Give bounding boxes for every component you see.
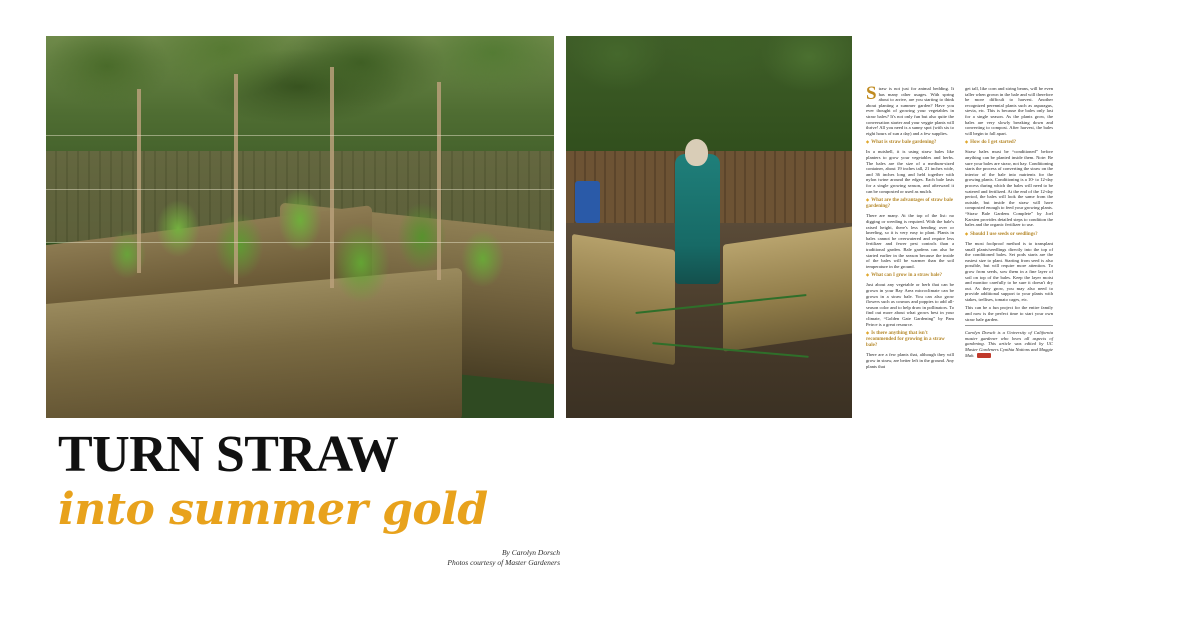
article-subhead: ◆ What is straw bale gardening? — [866, 139, 954, 146]
photo-tree-canopy — [566, 36, 852, 166]
byline-photo-credit: Photos courtesy of Master Gardeners — [447, 558, 560, 567]
article-column-2 — [965, 86, 1053, 372]
photo-straw-bale-garden-beds — [46, 36, 554, 418]
headline-block — [58, 426, 558, 536]
photo-gardener-figure — [675, 154, 721, 284]
headline-line-1: TURN STRAW — [58, 426, 399, 483]
author-bio: Carolyn Dorsch is a University of California master gardener who loves all aspects of gardening. This article was edited by UC Master Gardeners Cynthia Nations and Maggie Mah. — [965, 325, 1053, 358]
photo-trellis-wire — [46, 135, 554, 136]
photo-blue-barrel — [575, 181, 601, 223]
article-paragraph: There are many. At the top of the list: no digging or weeding is required. With the bale's raised height, there's less bending over or kneeling, so it is very easy to plant. Plants in bales cannot be overwatered and require less fertilizer and fewer pest controls than a traditional garden. Bale gardens can also be started earlier in the season because the inside of the bales will be warmer than the soil temperature in the ground. — [866, 213, 954, 269]
article-subhead: ◆ How do I get started? — [965, 139, 1053, 146]
photo-straw-bale-row-right — [723, 225, 852, 351]
drop-cap: S — [866, 83, 877, 104]
byline — [330, 548, 560, 568]
article-paragraph: get tall, like corn and string beans, will be even taller when grown in the bale and will therefore be more difficult to harvest. Another recognized perennial plants such as asparagus, stevia, etc. This is because the bales only last for a single season. As the plants grow, the bales are very slowly breaking down and converting to compost. After harvest, the bales will begin to fall apart. — [965, 86, 1053, 136]
article-subhead: ◆ Is there anything that isn't recommended for growing in a straw bale? — [866, 330, 954, 349]
article-paragraph: The most foolproof method is to transplant small plants/seedlings directly into the top of the conditioned bales. Set pods starts are the easiest size to plant. Starting from seed is also possible, but will require more attention. To grow from seeds, sow them in a fine layer of soil on top of the bales. Keep the layer moist and monitor carefully to be sure it doesn't dry out. As they grow, you may also need to provide additional support to your plants with stakes, trellises, tomato cages, etc. — [965, 240, 1053, 302]
article-column-3 — [1064, 86, 1152, 372]
article-subhead: ◆ What can I grow in a straw bale? — [866, 272, 954, 279]
photo-garden-stake — [330, 67, 334, 289]
photo-gardener-watering-bales — [566, 36, 852, 418]
headline-line-2: into summer gold — [58, 484, 488, 535]
article-paragraph: There are a few plants that, although they will grow in straw, are better left in the ground. Any plants that — [866, 352, 954, 369]
photo-trellis-wire — [46, 189, 554, 190]
article-paragraph-text: traw is not just for animal bedding. It has many other usages. With spring about to arrive, are you starting to think about planting a summer garden? Have you ever thought of growing your vegetables in straw bales? It's not only fun but also quite the conversation starter and your veggie plants will thrive! All you need is a sunny spot (with six to eight hours of sun a day) and a few supplies. — [866, 86, 954, 136]
photo-vegetable-plants — [46, 143, 554, 357]
article-subhead: ◆ Should I use seeds or seedlings? — [965, 231, 1053, 238]
photo-gardener-head — [685, 139, 708, 166]
article-column-1 — [866, 83, 954, 372]
article-paragraph: In a nutshell, it is using straw bales like planters to grow your vegetables and herbs. The bales are the size of a medium-sized container, about 19 inches tall, 21 inches wide, and 36 inches long and held together with nylon twine around the edges. Each bale lasts for a single growing season, and afterward it can be composted or used as mulch. — [866, 149, 954, 194]
article-paragraph: Just about any vegetable or herb that can be grown in your Bay Area microclimate can be grown in a straw bale. You can also grow flowers such as cosmos and poppies to add all-season color and to help draw in pollinators. To find out more about what grows best in your climate, “Golden Gate Gardening” by Pam Peirce is a great resource. — [866, 282, 954, 327]
publication-logo-icon — [977, 353, 991, 358]
photo-garden-stake — [137, 89, 141, 272]
article-paragraph-lead — [866, 83, 954, 136]
photo-garden-stake — [234, 74, 238, 284]
article-subhead: ◆ What are the advantages of straw bale gardening? — [866, 197, 954, 210]
article-body — [866, 83, 1154, 596]
photo-straw-bale-row-left — [572, 234, 675, 365]
article-paragraph: This can be a fun project for the entire family and now is the perfect time to start your own straw bale garden. — [965, 305, 1053, 322]
article-columns — [866, 83, 1154, 372]
byline-author: By Carolyn Dorsch — [501, 548, 560, 557]
photo-trellis-wire — [46, 242, 554, 243]
photo-garden-stake — [437, 82, 441, 281]
article-paragraph: Straw bales must be “conditioned” before anything can be planted inside them. Note: Be sure your bales are straw, not hay. Conditioning starts the process of converting the straw on the interior of the bale into nutrients for the growing plants. Conditioning is a 10- to 12-day process during which the bales will need to be watered and fertilized. At the end of the 12-day period, the bales will look the same from the outside, but inside the straw will have composted enough to feed your growing plants. “Straw Bale Gardens Complete” by Joel Karsten provides detailed steps to condition the bales and the organic fertilizer to use. — [965, 149, 1053, 228]
